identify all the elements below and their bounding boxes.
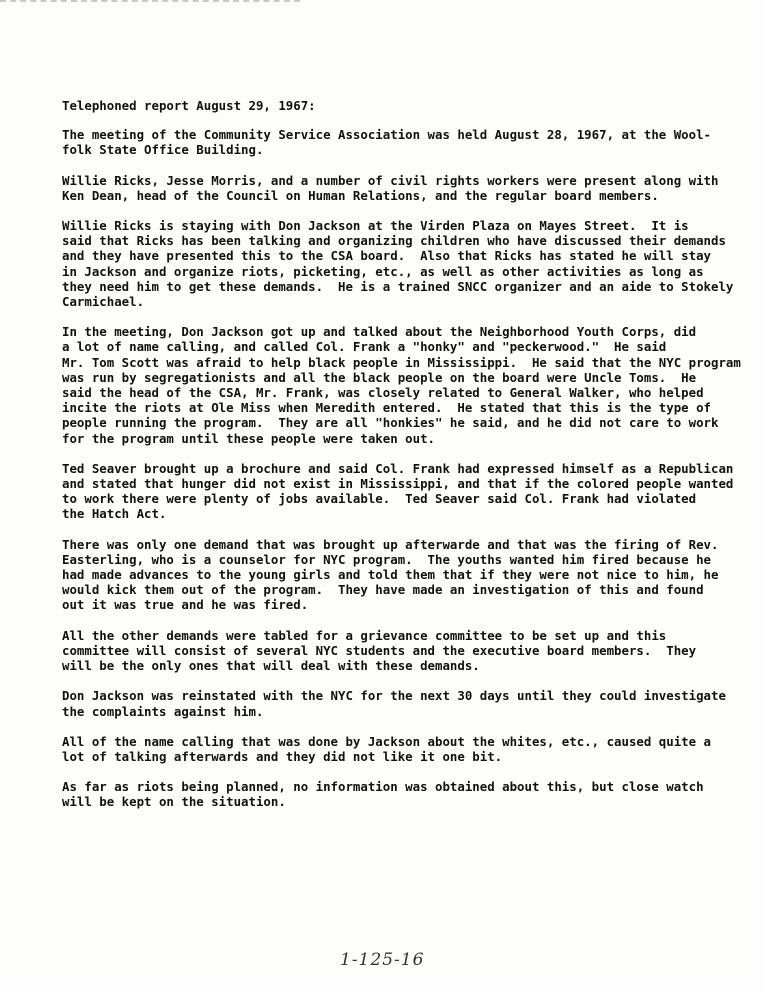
paragraph-demand: There was only one demand that was brought up afterwarde and that was the firing of Rev. Easterling, who is a counselor for NYC program. The youths wanted him fired because he had made advances to the young girls and told them that if they were not nice to him, he would kick them out of the program. They have made an investigation of this and found out it was true and he was fired.: [62, 536, 719, 613]
paragraph-reinstated: Don Jackson was reinstated with the NYC for the next 30 days until they could investigate the complaints against him.: [62, 688, 726, 719]
report-heading: Telephoned report August 29, 1967:: [62, 98, 316, 113]
paragraph-riots: As far as riots being planned, no information was obtained about this, but close watch will be kept on the situation.: [62, 779, 704, 810]
paragraph-grievance: All the other demands were tabled for a grievance committee to be set up and this committee will consist of several NYC students and the executive board members. They will be the only ones that will deal with these demands.: [62, 627, 697, 674]
paragraph-name-calling: All of the name calling that was done by Jackson about the whites, etc., caused quite a lot of talking afterwards and they did not like it one bit.: [62, 733, 712, 764]
handwritten-file-number: 1-125-16: [340, 950, 425, 970]
paragraph-meeting: The meeting of the Community Service Association was held August 28, 1967, at the Wool- folk State Office Building.: [62, 127, 712, 158]
report-body: [62, 98, 752, 825]
scan-edge-mark: [0, 0, 300, 4]
paragraph-attendees: Willie Ricks, Jesse Morris, and a number of civil rights workers were present along with Ken Dean, head of the Council on Human Relations, and the regular board members.: [62, 172, 719, 203]
paragraph-seaver: Ted Seaver brought up a brochure and said Col. Frank had expressed himself as a Republican and stated that hunger did not exist in Mississippi, and that if the colored people wanted to work there were plenty of jobs available. Ted Seaver said Col. Frank had violated the Hatch Act.: [62, 460, 734, 522]
paragraph-ricks: Willie Ricks is staying with Don Jackson at the Virden Plaza on Mayes Street. It is said that Ricks has been talking and organizing children who have discussed their demands and they have presented this to the CSA board. Also that Ricks has stated he will stay in Jackson and organize riots, picketing, etc., as well as other activities as long as they need him to get these demands. He is a trained SNCC organizer and an aide to Stokely Carmichael.: [62, 218, 734, 310]
paragraph-jackson-remarks: In the meeting, Don Jackson got up and talked about the Neighborhood Youth Corps, did a lot of name calling, and called Col. Frank a "honky" and "peckerwood." He said Mr. Tom Scott was afraid to help black people in Mississippi. He said that the NYC program was run by segregationists and all the black people on the board were Uncle Toms. He said the head of the CSA, Mr. Frank, was closely related to General Walker, who helped incite the riots at Ole Miss when Meredith entered. He stated that this is the type of people running the program. They are all "honkies" he said, and he did not care to work for the program until these people were taken out.: [62, 324, 741, 446]
